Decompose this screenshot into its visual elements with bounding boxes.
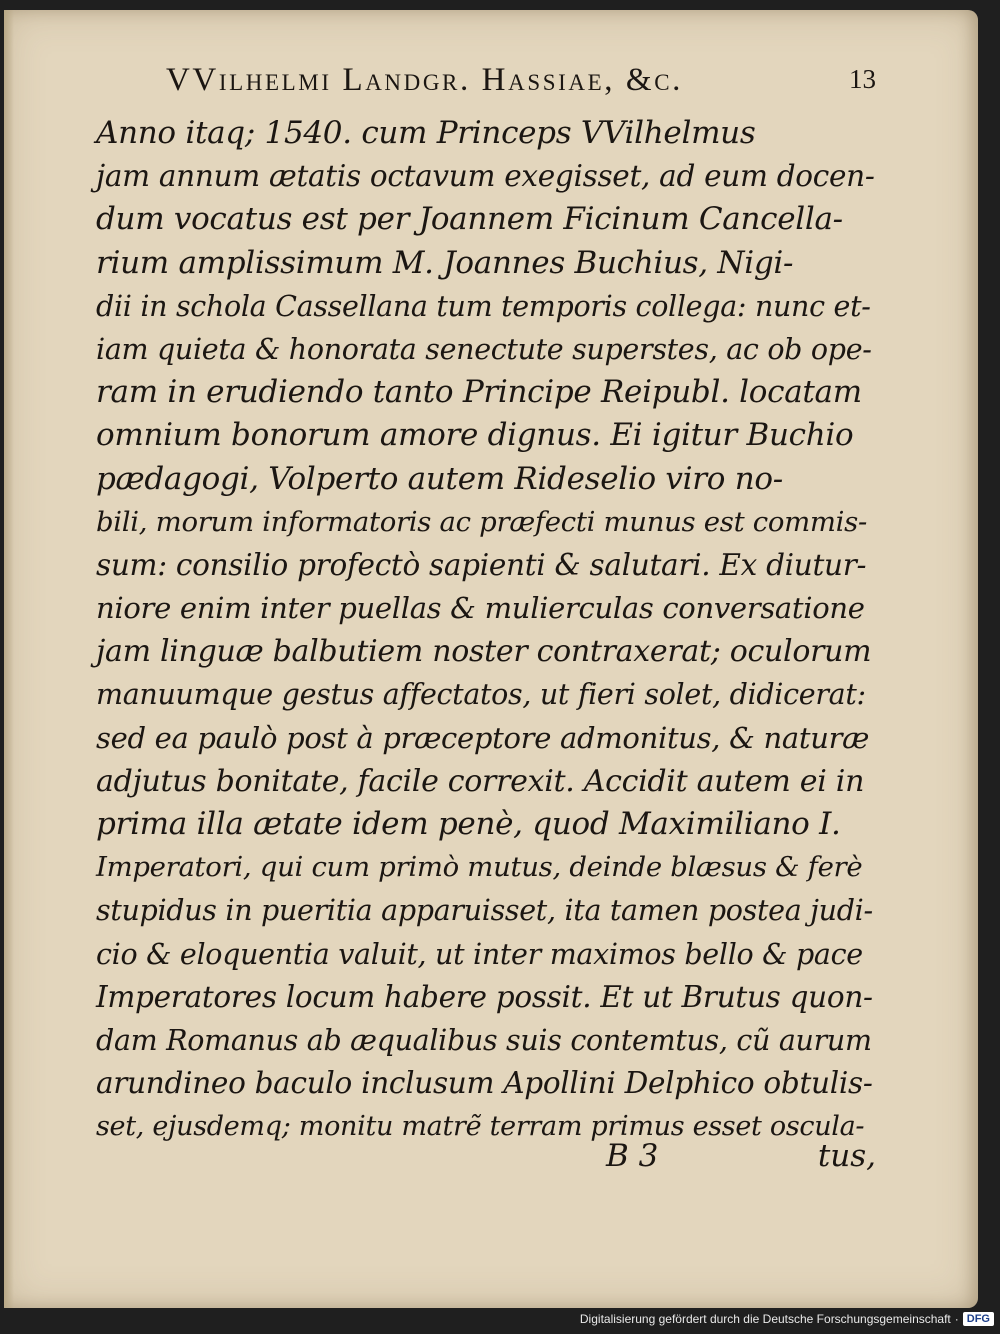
text-line: Imperatori, qui cum primò mutus, deinde blæsus & ferè	[96, 851, 863, 884]
page-spine-shadow	[4, 10, 14, 1308]
text-line: stupidus in pueritia apparuisset, ita tamen postea judi-	[96, 894, 873, 928]
text-line: omnium bonorum amore dignus. Ei igitur Buchio	[96, 417, 854, 454]
text-line: Imperatores locum habere possit. Et ut Brutus quon-	[96, 979, 873, 1014]
text-line: ram in erudiendo tanto Principe Reipubl. locatam	[96, 374, 862, 411]
text-line: adjutus bonitate, facile correxit. Accidit autem ei in	[96, 763, 865, 799]
text-line: jam annum ætatis octavum exegisset, ad eum docen-	[96, 159, 875, 194]
text-line: arundineo baculo inclusum Apollini Delphico obtulis-	[96, 1066, 873, 1101]
text-line: pædagogi, Volperto autem Rideselio viro no-	[96, 460, 783, 497]
dfg-logo-icon: DFG	[963, 1312, 994, 1326]
text-line: jam linguæ balbutiem noster contraxerat; oculorum	[96, 634, 872, 670]
text-line: dam Romanus ab æqualibus suis contemtus, cũ aurum	[96, 1023, 872, 1057]
text-line: sum: consilio profectò sapienti & salutari. Ex diutur-	[96, 547, 867, 582]
page-number: 13	[849, 64, 876, 94]
text-line: dii in schola Cassellana tum temporis collega: nunc et-	[96, 289, 871, 323]
text-line: Anno itaq; 1540. cum Princeps VVilhelmus	[96, 115, 756, 151]
text-line: iam quieta & honorata senectute superstes, ac ob ope-	[96, 332, 872, 366]
text-line: prima illa ætate idem penè, quod Maximiliano I.	[96, 806, 841, 842]
text-line: set, ejusdemq; monitu matrẽ terram primus esset oscula-	[96, 1111, 865, 1143]
body-text	[96, 112, 876, 1149]
text-line: sed ea paulò post à præceptore admonitus, & naturæ	[96, 720, 870, 755]
text-line: niore enim inter puellas & mulierculas conversatione	[96, 591, 865, 626]
running-head: VVilhelmi Landgr. Hassiae, &c.	[166, 62, 683, 98]
text-line: rium amplissimum M. Joannes Buchius, Nigi-	[96, 244, 794, 281]
page-header	[96, 62, 886, 106]
text-line: bili, morum informatoris ac præfecti munus est commis-	[96, 505, 867, 538]
footer-credit	[580, 1310, 994, 1328]
signature-line	[96, 1138, 876, 1182]
signature-mark: B 3	[606, 1138, 659, 1174]
text-line: cio & eloquentia valuit, ut inter maximos bello & pace	[96, 937, 863, 971]
text-line: manuumque gestus affectatos, ut fieri solet, didicerat:	[96, 678, 866, 712]
footer-separator: ·	[954, 1312, 959, 1326]
text-line: dum vocatus est per Joannem Ficinum Cancella-	[96, 201, 843, 238]
catchword: tus,	[817, 1138, 876, 1174]
footer-credit-text: Digitalisierung gefördert durch die Deutsche Forschungsgemeinschaft	[579, 1312, 951, 1326]
